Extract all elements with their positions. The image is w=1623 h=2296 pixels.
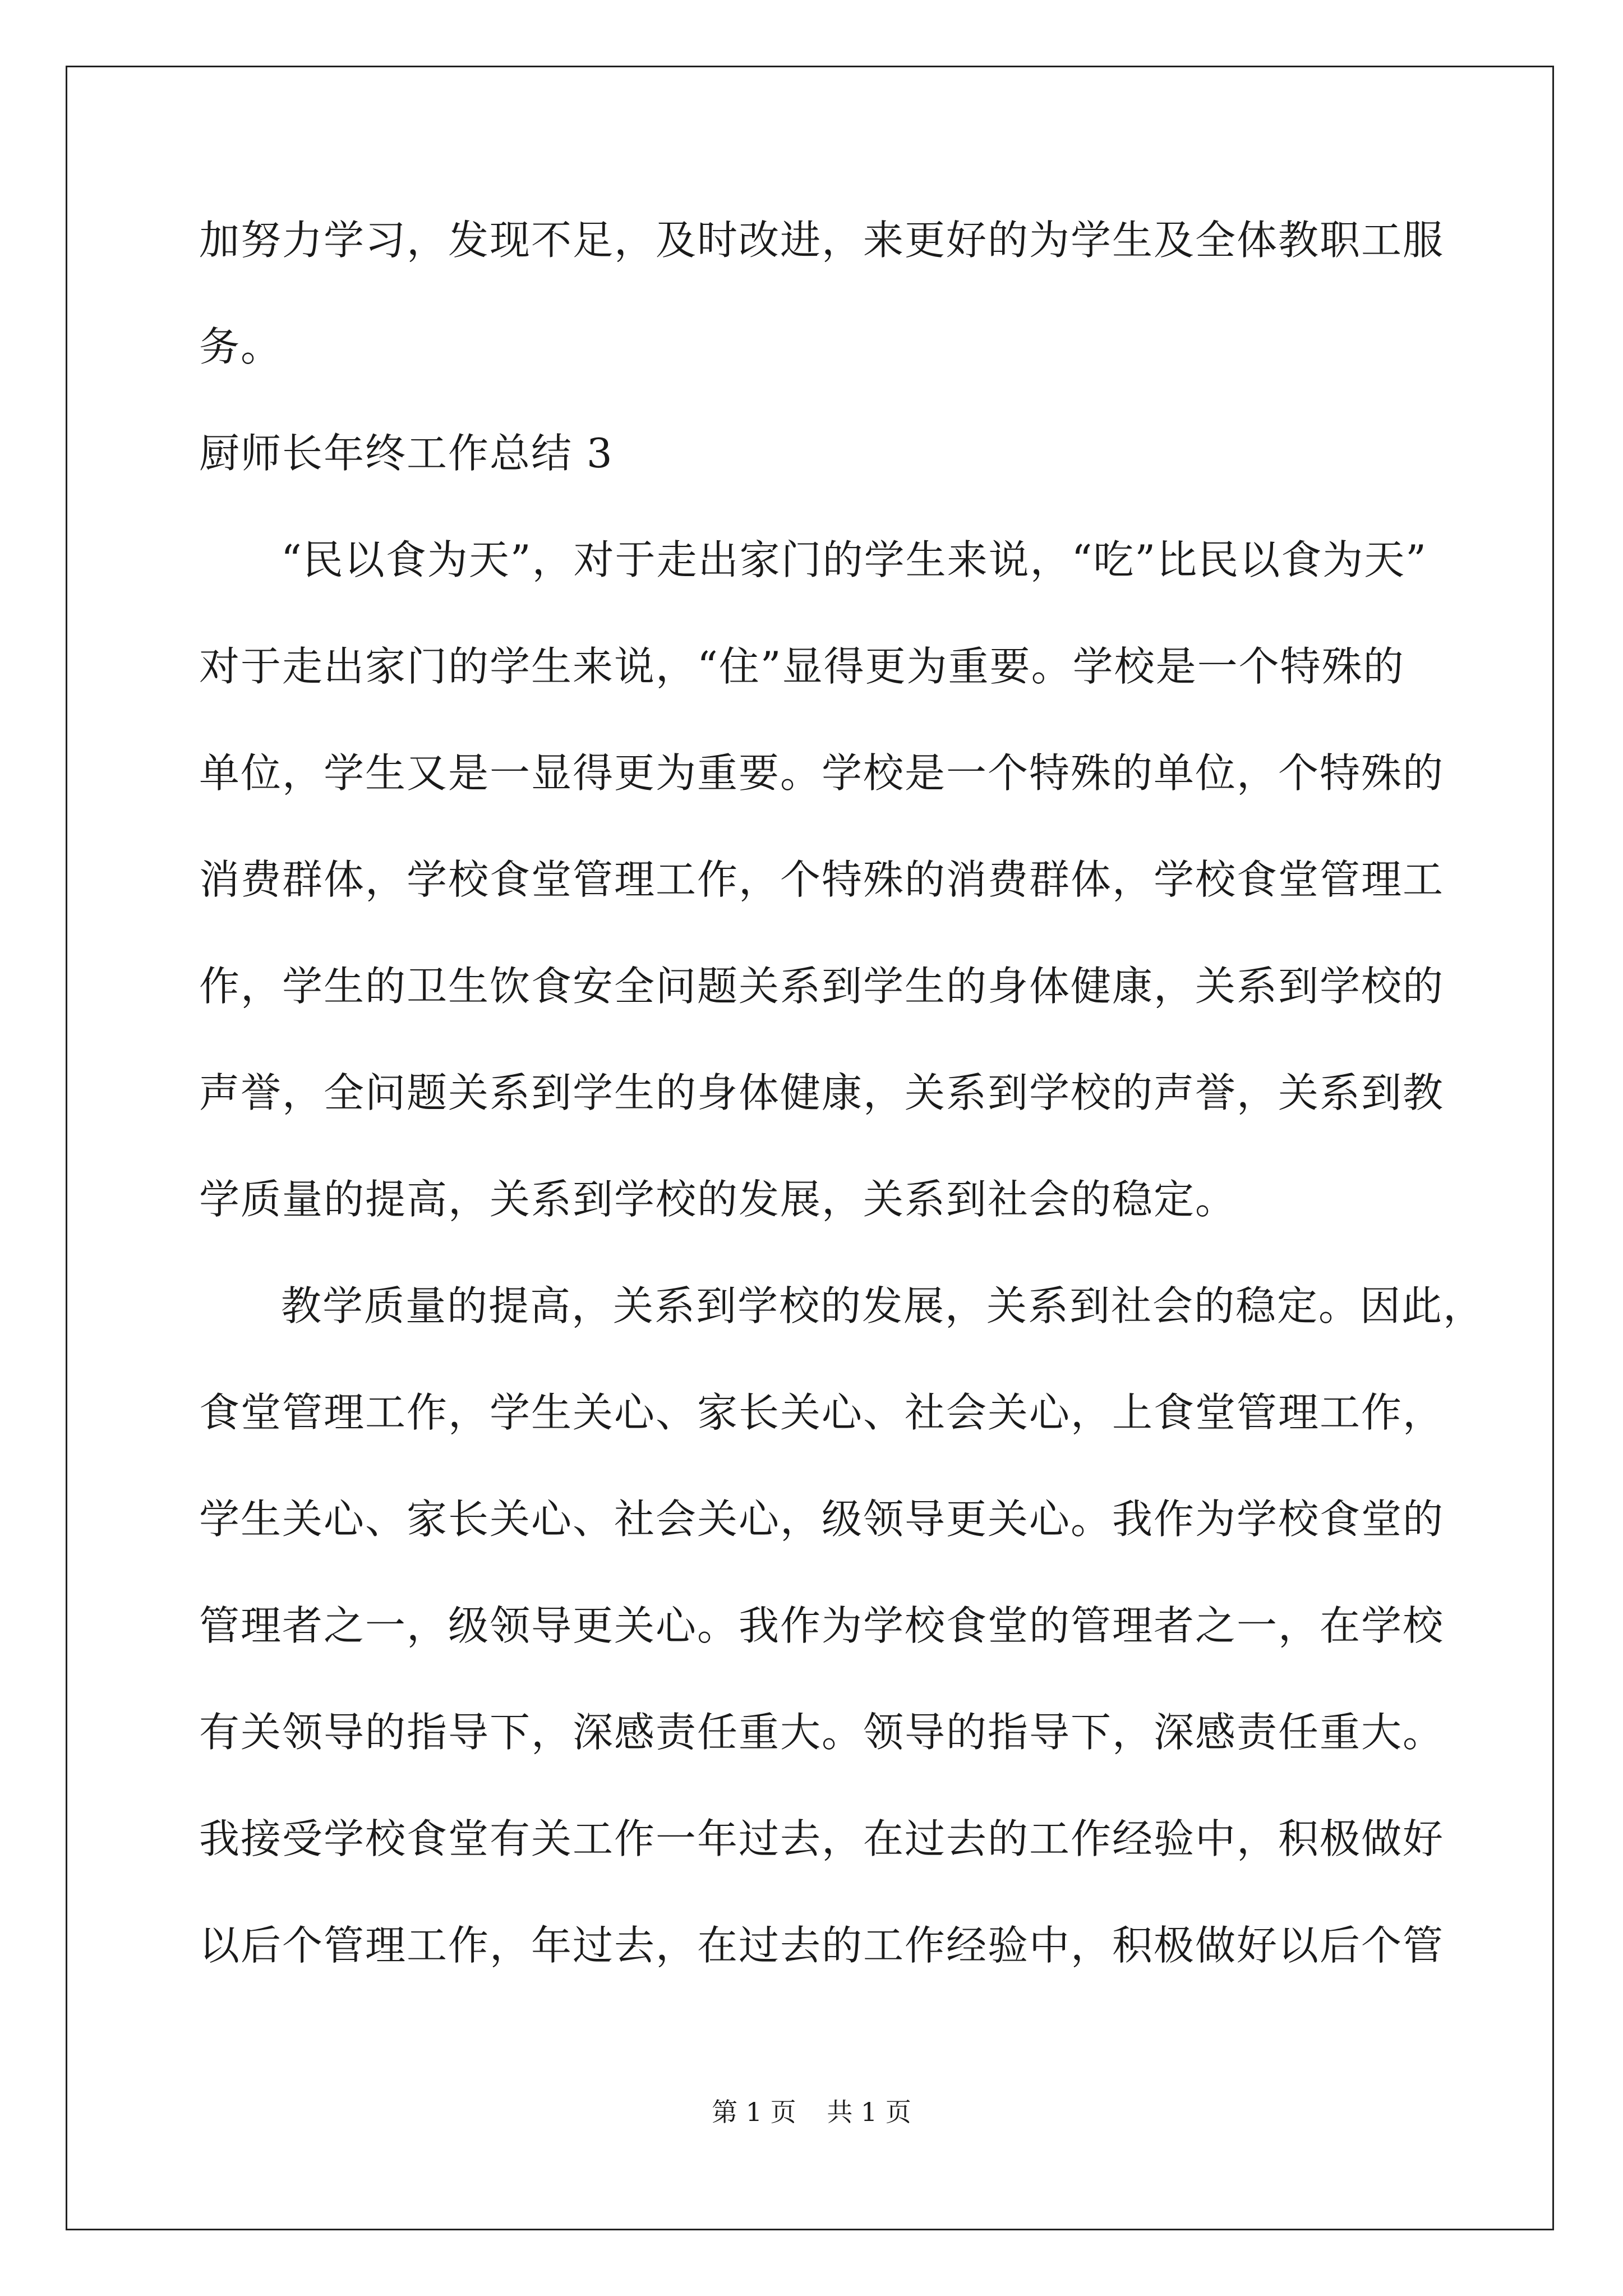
text-line: 管理者之一，级领导更关心。我作为学校食堂的管理者之一，在学校 bbox=[199, 1602, 1445, 1649]
text-line: 食堂管理工作，学生关心、家长关心、社会关心，上食堂管理工作， bbox=[199, 1389, 1445, 1436]
document-body bbox=[199, 213, 1485, 2025]
section-heading: 厨师长年终工作总结 3 bbox=[199, 430, 614, 477]
paragraph-first-line: “民以食为天”，对于走出家门的学生来说，“吃”比民以食为天” bbox=[281, 536, 1428, 583]
text-line: 声誉，全问题关系到学生的身体健康，关系到学校的声誉，关系到教 bbox=[199, 1069, 1445, 1116]
text-line: 单位，学生又是一显得更为重要。学校是一个特殊的单位，个特殊的 bbox=[199, 749, 1445, 797]
paragraph-first-line: 教学质量的提高，关系到学校的发展，关系到社会的稳定。因此， bbox=[281, 1282, 1485, 1329]
text-line: 我接受学校食堂有关工作一年过去，在过去的工作经验中，积极做好 bbox=[199, 1815, 1445, 1862]
page-footer bbox=[0, 2095, 1623, 2129]
text-line: 学生关心、家长关心、社会关心，级领导更关心。我作为学校食堂的 bbox=[199, 1496, 1445, 1543]
text-line: 加努力学习，发现不足，及时改进，来更好的为学生及全体教职工服 bbox=[199, 217, 1445, 264]
text-line: 作，学生的卫生饮食安全问题关系到学生的身体健康，关系到学校的 bbox=[199, 963, 1445, 1010]
text-line: 消费群体，学校食堂管理工作，个特殊的消费群体，学校食堂管理工 bbox=[199, 856, 1445, 903]
page-total: 共 1 页 bbox=[827, 2097, 911, 2127]
text-line: 学质量的提高，关系到学校的发展，关系到社会的稳定。 bbox=[199, 1176, 1237, 1223]
text-line: 有关领导的指导下，深感责任重大。领导的指导下，深感责任重大。 bbox=[199, 1709, 1445, 1756]
text-line: 务。 bbox=[199, 323, 283, 370]
text-line: 对于走出家门的学生来说，“住”显得更为重要。学校是一个特殊的 bbox=[199, 643, 1405, 690]
page-number: 第 1 页 bbox=[712, 2097, 796, 2127]
text-line: 以后个管理工作，年过去，在过去的工作经验中，积极做好以后个管 bbox=[199, 1922, 1445, 1969]
